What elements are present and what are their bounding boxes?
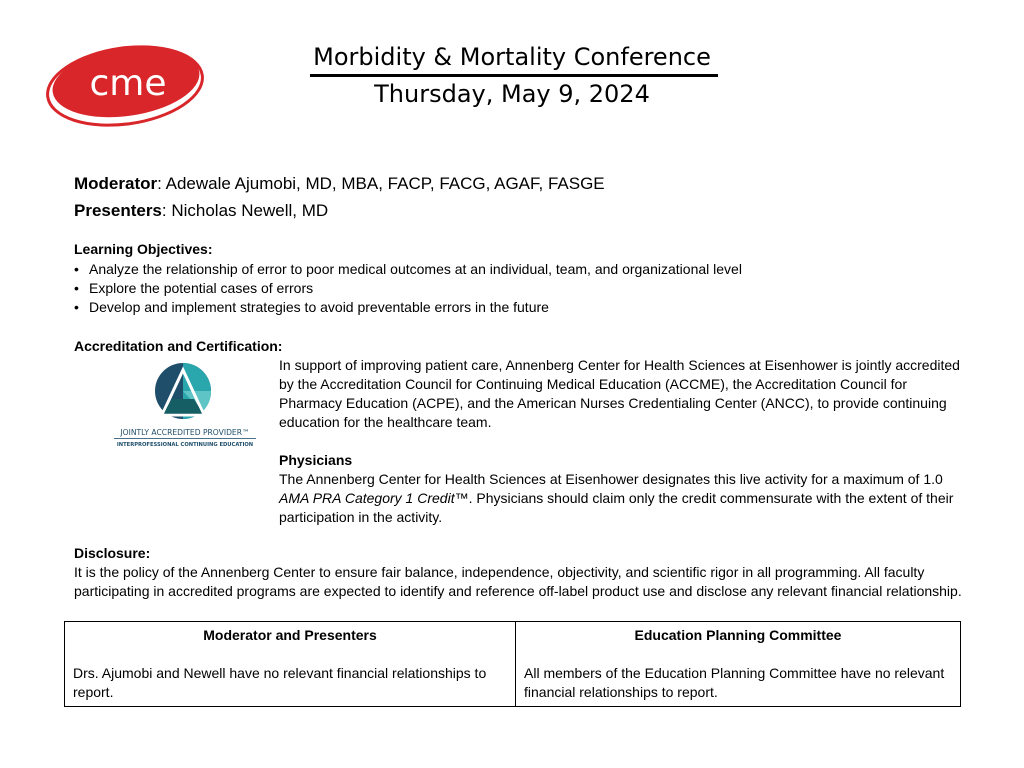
jap-logo-line1: JOINTLY ACCREDITED PROVIDER™	[120, 428, 250, 437]
presenters-value: : Nicholas Newell, MD	[161, 201, 329, 220]
jointly-accredited-provider-logo	[112, 362, 262, 450]
objective-item: • Develop and implement strategies to avoid preventable errors in the future	[74, 298, 742, 317]
cme-logo	[44, 40, 206, 128]
conference-title-block	[300, 42, 724, 109]
ama-pra-credit: AMA PRA Category 1 Credit™	[279, 490, 469, 506]
title-divider	[310, 74, 718, 77]
disclosure-table-col-committee	[516, 622, 960, 706]
physicians-statement	[279, 470, 969, 527]
cme-logo-text: cme	[89, 63, 167, 104]
accreditation-body	[279, 356, 969, 527]
learning-objectives	[74, 240, 742, 317]
people-section	[74, 170, 605, 224]
moderator-label: Moderator	[74, 174, 158, 193]
objectives-list	[74, 260, 742, 317]
disclosure-table-col-presenters	[65, 622, 516, 706]
objective-item: • Analyze the relationship of error to poor medical outcomes at an individual, team, and organizational level	[74, 260, 742, 279]
conference-title: Morbidity & Mortality Conference	[313, 43, 711, 71]
disclosure-heading: Disclosure:	[74, 545, 151, 561]
jap-logo-line2: INTERPROFESSIONAL CONTINUING EDUCATION	[116, 442, 254, 448]
physicians-heading: Physicians	[279, 452, 353, 468]
disclosure-section	[74, 544, 974, 601]
col-heading-committee: Education Planning Committee	[634, 627, 842, 643]
disclosure-text: It is the policy of the Annenberg Center to ensure fair balance, independence, objectivity, and scientific rigor in all programming. All faculty participating in accredited programs are expected to identify and reference off-label product use and disclose any relevant financial relationship.	[74, 564, 962, 599]
objectives-heading: Learning Objectives:	[74, 241, 213, 257]
presenters-label: Presenters	[74, 201, 162, 220]
physicians-text-b: . Physicians should claim only the credit commensurate with the extent of their participation in the activity.	[279, 490, 954, 525]
physicians-text-a: The Annenberg Center for Health Sciences at Eisenhower designates this live activity for a maximum of 1.0	[279, 471, 943, 487]
disclosure-table	[64, 621, 961, 707]
accreditation-statement: In support of improving patient care, Annenberg Center for Health Sciences at Eisenhower is jointly accredited by the Accreditation Council for Continuing Medical Education (ACCME), the Accreditation Council for Pharmacy Education (ACPE), and the American Nurses Credentialing Center (ANCC), to provide continuing education for the healthcare team.	[279, 357, 960, 430]
presenters-line	[74, 197, 605, 224]
col-text-presenters: Drs. Ajumobi and Newell have no relevant financial relationships to report.	[73, 665, 487, 700]
moderator-line	[74, 170, 605, 197]
objective-item: • Explore the potential cases of errors	[74, 279, 742, 298]
moderator-value: : Adewale Ajumobi, MD, MBA, FACP, FACG, AGAF, FASGE	[157, 174, 605, 193]
col-heading-presenters: Moderator and Presenters	[203, 627, 377, 643]
col-text-committee: All members of the Education Planning Committee have no relevant financial relationships to report.	[524, 665, 945, 700]
conference-date: Thursday, May 9, 2024	[374, 80, 650, 108]
accreditation-heading: Accreditation and Certification:	[74, 338, 283, 354]
